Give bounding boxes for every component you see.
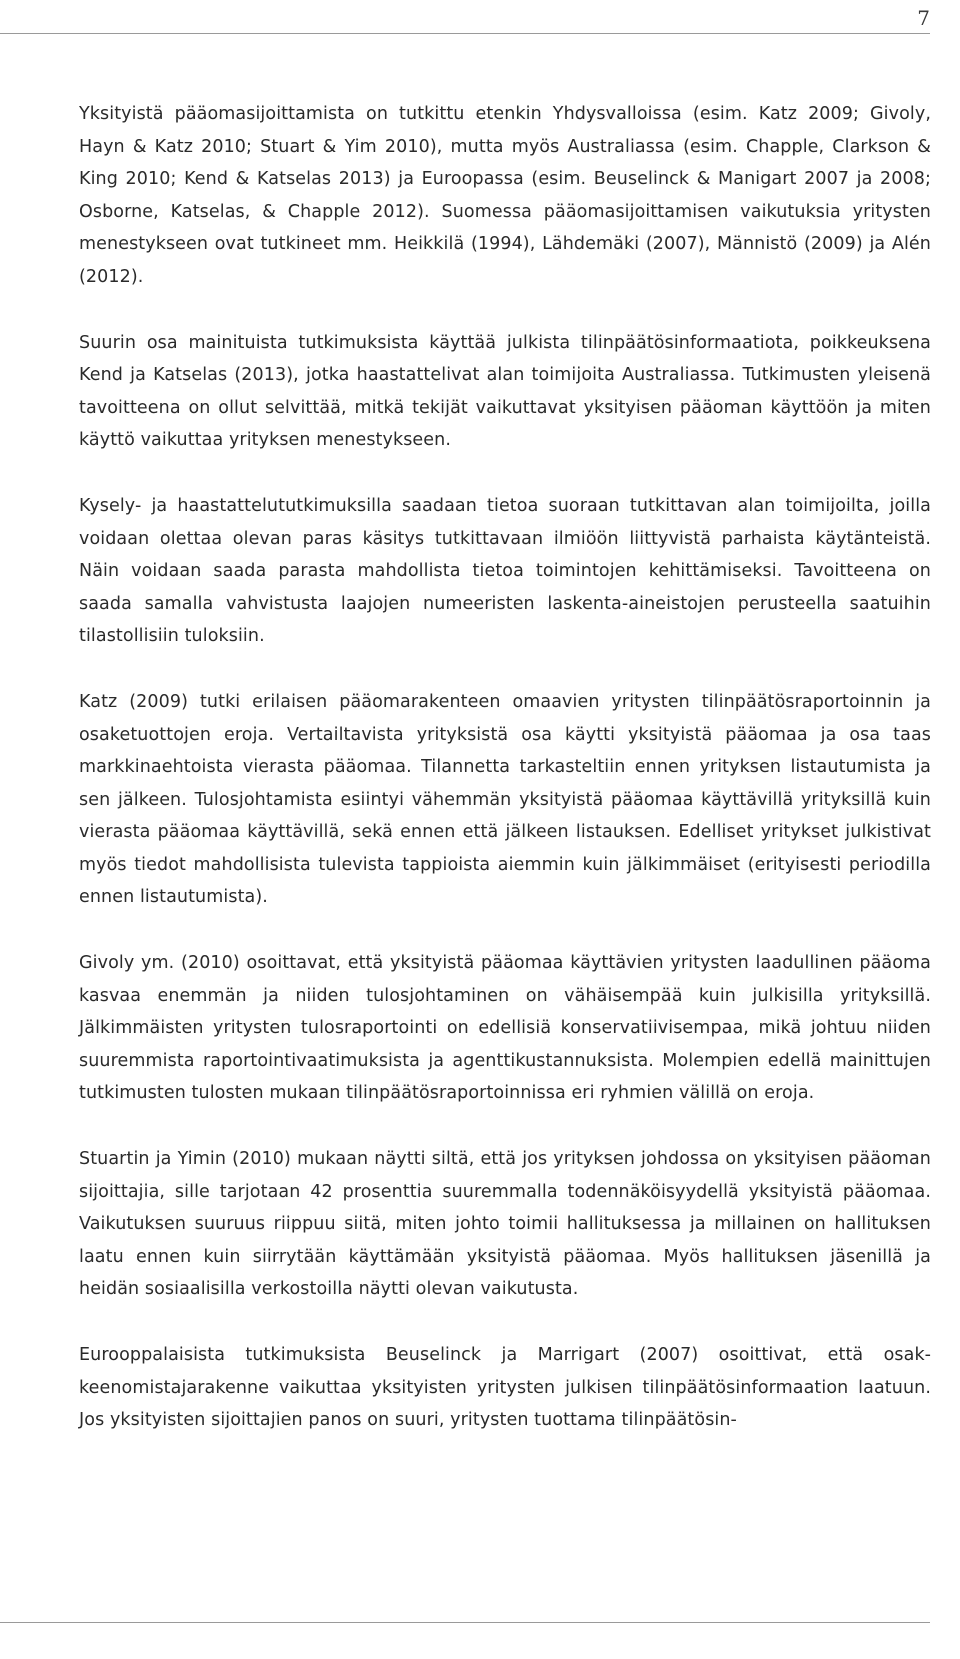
- page-number: 7: [917, 6, 930, 30]
- paragraph-2: Suurin osa mainituista tutkimuksista käyttää julkista tilinpäätösinformaatiota, poikkeuksena Kend ja Katselas (2013), jotka haastattelivat alan toimijoita Australiassa. Tutkimusten yleisenä tavoitteena on ollut selvittää, mitkä tekijät vaikuttavat yksityisen pääoman käyttöön ja miten käyttö vaikuttaa yrityksen menestykseen.: [79, 332, 931, 451]
- paragraph-7: Eurooppalaisista tutkimuksista Beuselinck ja Marrigart (2007) osoittivat, että osakkeenomistajarakenne vaikuttaa yksityisten yritysten julkisen tilinpäätösinformaation laatuun. Jos yksityisten sijoittajien panos on suuri, yritysten tuottama tilinpäätösin-: [79, 1345, 931, 1431]
- paragraph-3: Kysely- ja haastattelututkimuksilla saadaan tietoa suoraan tutkittavan alan toimijoilta, joilla voidaan olettaa olevan paras käsitys tutkittavaan ilmiöön liittyvistä parhaista käytänteistä. Näin voidaan saada parasta mahdollista tietoa toimintojen kehittämiseksi. Tavoitteena on saada samalla vahvistusta laajojen numeeristen laskenta-aineistojen perusteella saatuihin tilastollisiin tuloksiin.: [79, 495, 931, 647]
- paragraph-1: Yksityistä pääomasijoittamista on tutkittu etenkin Yhdysvalloissa (esim. Katz 2009; Givoly, Hayn & Katz 2010; Stuart & Yim 2010), mutta myös Australiassa (esim. Chapple, Clarkson & King 2010; Kend & Katselas 2013) ja Euroopassa (esim. Beuselinck & Manigart 2007 ja 2008; Osborne, Katselas, & Chapple 2012). Suomessa pääomasijoittamisen vaikutuksia yritysten menestykseen ovat tutkineet mm. Heikkilä (1994), Lähdemäki (2007), Männistö (2009) ja Alén (2012).: [79, 104, 931, 287]
- paragraph-5: Givoly ym. (2010) osoittavat, että yksityistä pääomaa käyttävien yritysten laadullinen pääoma kasvaa enemmän ja niiden tulosjohtaminen on vähäisempää kuin julkisilla yrityksillä. Jälkimmäisten yritysten tulosraportointi on edellisiä konservatiivisempaa, mikä johtuu niiden suuremmista raportointivaatimuksista ja agenttikustannuksista. Molempien edellä mainittujen tutkimusten tulosten mukaan tilinpäätösraportoinnissa eri ryhmien välillä on eroja.: [79, 953, 931, 1104]
- paragraph-6: Stuartin ja Yimin (2010) mukaan näytti siltä, että jos yrityksen johdossa on yksityisen pääoman sijoittajia, sille tarjotaan 42 prosenttia suuremmalla todennäköisyydellä yksityistä pääomaa. Vaikutuksen suuruus riippuu siitä, miten johto toimii hallituksessa ja millainen on hallituksen laatu ennen kuin siirrytään käyttämään yksityistä pääomaa. Myös hallituksen jäsenillä ja heidän sosiaalisilla verkostoilla näytti olevan vaikutusta.: [79, 1149, 931, 1300]
- document-body: [79, 98, 931, 1470]
- paragraph-4: Katz (2009) tutki erilaisen pääomarakenteen omaavien yritysten tilinpäätösraportoinnin ja osaketuottojen eroja. Vertailtavista yrityksistä osa käytti yksityistä pääomaa ja osa taas markkinaehtoista vierasta pääomaa. Tilannetta tarkasteltiin ennen yrityksen listautumista ja sen jälkeen. Tulosjohtamista esiintyi vähemmän yksityistä pääomaa käyttävillä yrityksillä kuin vierasta pääomaa käyttävillä, sekä ennen että jälkeen listauksen. Edelliset yritykset julkistivat myös tiedot mahdollisista tulevista tappioista aiemmin kuin jälkimmäiset (erityisesti periodilla ennen listautumista).: [79, 691, 931, 908]
- footer-divider: [0, 1622, 930, 1623]
- header-divider: [0, 33, 930, 34]
